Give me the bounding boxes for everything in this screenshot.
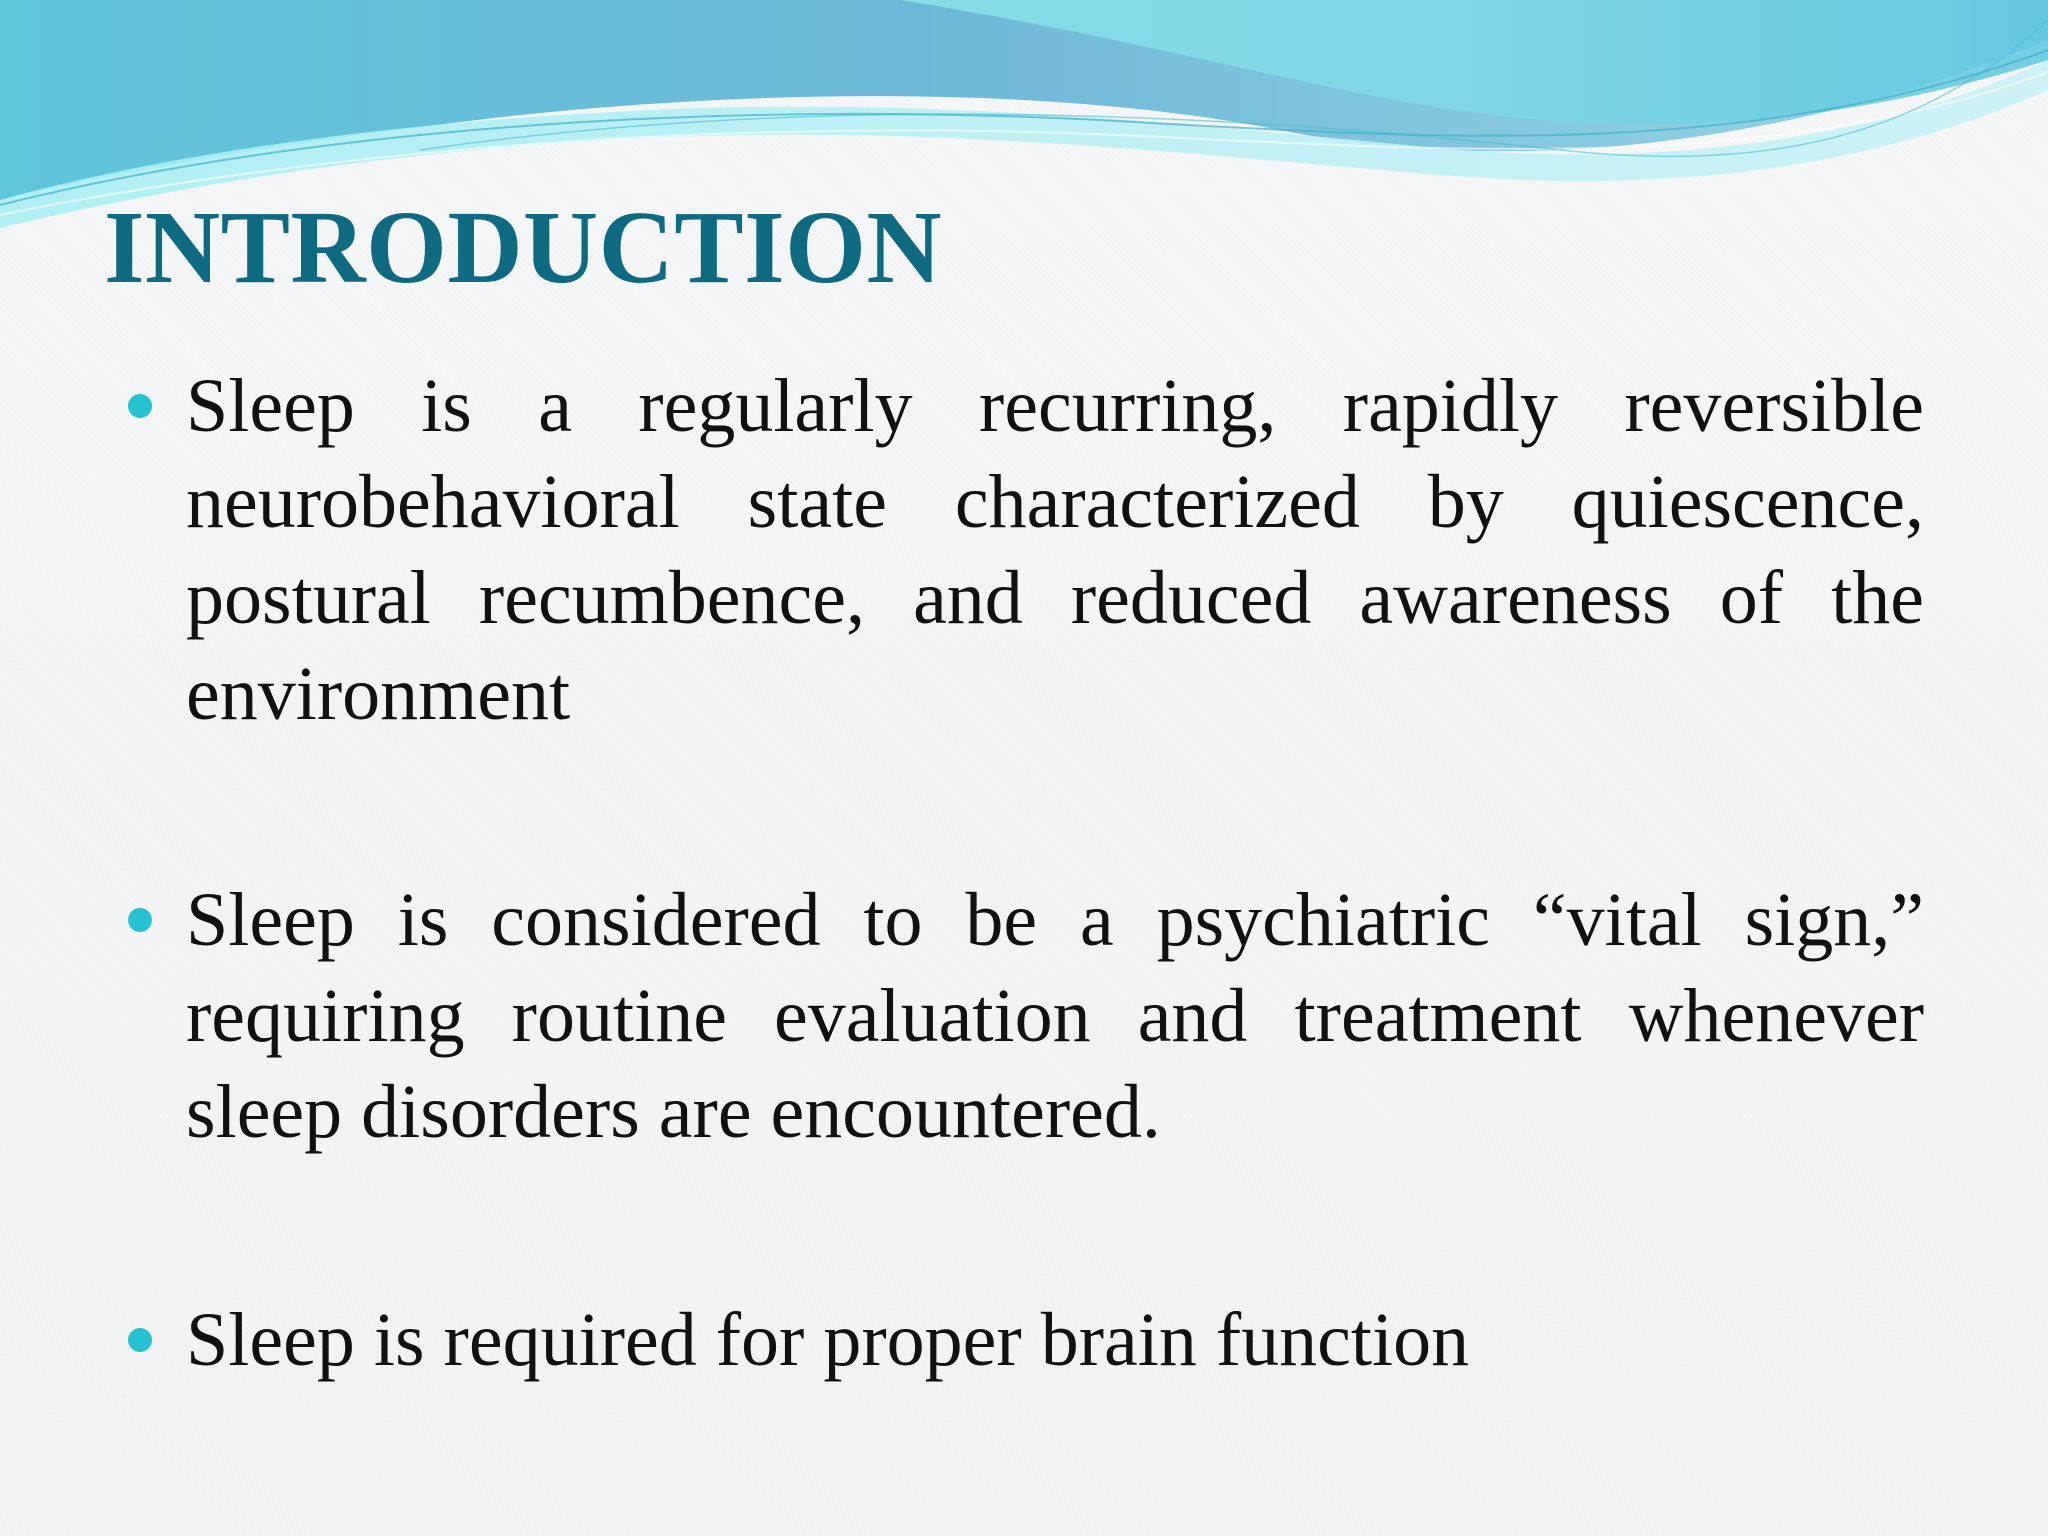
bullet-item (128, 358, 1924, 742)
bullet-text: Sleep is considered to be a psychiatric “vital sign,” requiring routine evaluation and treatment whenever sleep disorders are encountered. (186, 878, 1924, 1154)
bullet-item (128, 872, 1924, 1160)
bullet-text: Sleep is a regularly recurring, rapidly reversible neurobehavioral state characterized by quiescence, postural recumbence, and reduced awareness of the environment (186, 364, 1924, 736)
bullet-item (128, 1292, 1924, 1388)
bullet-dot-icon (128, 908, 152, 932)
bullet-dot-icon (128, 1328, 152, 1352)
bullet-dot-icon (128, 394, 152, 418)
bullet-text: Sleep is required for proper brain function (186, 1298, 1470, 1382)
slide-title: INTRODUCTION (104, 190, 943, 305)
